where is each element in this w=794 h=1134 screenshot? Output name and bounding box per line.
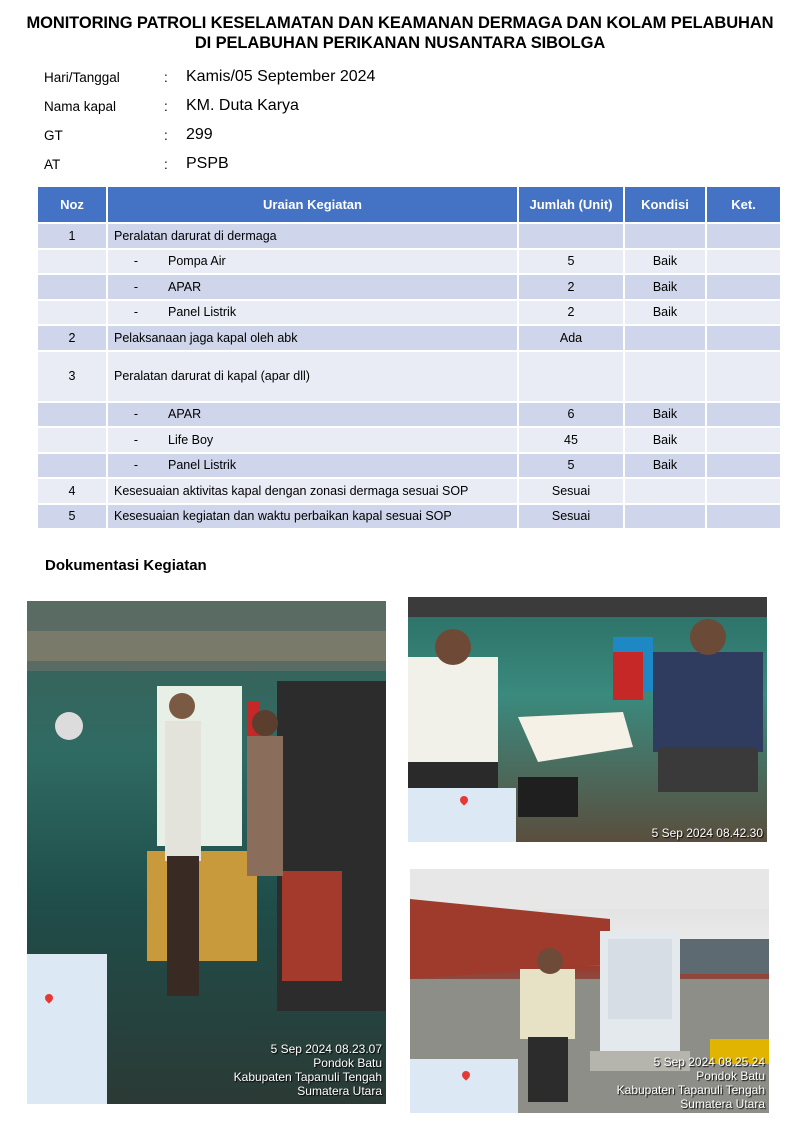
header-condition: Kondisi	[624, 186, 706, 223]
cell-notes	[706, 478, 781, 504]
info-value: PSPB	[186, 155, 229, 172]
info-row-ship-name	[44, 95, 544, 124]
sub-item-label: Life Boy	[168, 432, 214, 447]
title-line-1: MONITORING PATROLI KESELAMATAN DAN KEAMANAN DERMAGA DAN KOLAM PELABUHAN	[26, 14, 774, 32]
cell-notes	[706, 453, 781, 479]
cell-description	[107, 249, 518, 275]
cell-description: Pelaksanaan jaga kapal oleh abk	[107, 325, 518, 351]
cell-notes	[706, 249, 781, 275]
cell-condition: Baik	[624, 300, 706, 326]
photo-stamp	[652, 826, 763, 840]
info-colon: :	[164, 70, 168, 85]
cell-notes	[706, 504, 781, 530]
stamp-line: Kabupaten Tapanuli Tengah	[233, 1070, 382, 1084]
cell-quantity: 2	[518, 300, 624, 326]
cell-no: 2	[37, 325, 107, 351]
cell-quantity: Sesuai	[518, 478, 624, 504]
cell-no	[37, 300, 107, 326]
cell-condition	[624, 223, 706, 249]
cell-description: Peralatan darurat di kapal (apar dll)	[107, 351, 518, 402]
map-thumbnail	[408, 788, 516, 842]
sub-item-label: APAR	[168, 407, 202, 422]
patrol-table	[36, 185, 782, 530]
info-label: Nama kapal	[44, 99, 117, 114]
cell-description	[107, 427, 518, 453]
info-colon: :	[164, 157, 168, 172]
cell-no	[37, 402, 107, 428]
photo-stamp	[617, 1055, 765, 1111]
table-row	[37, 453, 781, 479]
cell-quantity: 6	[518, 402, 624, 428]
cell-notes	[706, 300, 781, 326]
sub-item-label: Pompa Air	[168, 254, 226, 269]
cell-condition	[624, 504, 706, 530]
cell-quantity	[518, 351, 624, 402]
photo-engine-room	[27, 601, 386, 1104]
cell-condition: Baik	[624, 249, 706, 275]
cell-notes	[706, 325, 781, 351]
table-row	[37, 504, 781, 530]
stamp-line: 5 Sep 2024 08.23.07	[270, 1042, 382, 1056]
cell-no: 3	[37, 351, 107, 402]
bullet-dash: -	[133, 432, 139, 447]
stamp-line: Pondok Batu	[313, 1056, 382, 1070]
title-line-2: DI PELABUHAN PERIKANAN NUSANTARA SIBOLGA	[194, 34, 606, 52]
cell-quantity	[518, 223, 624, 249]
cell-condition: Baik	[624, 274, 706, 300]
info-colon: :	[164, 99, 168, 114]
header-no: Noz	[37, 186, 107, 223]
header-description: Uraian Kegiatan	[107, 186, 518, 223]
table-row	[37, 427, 781, 453]
bullet-dash: -	[133, 254, 139, 269]
bullet-dash: -	[133, 305, 139, 320]
info-label: GT	[44, 128, 63, 143]
photo-stamp	[234, 1042, 382, 1098]
cell-condition: Baik	[624, 453, 706, 479]
stamp-line: 5 Sep 2024 08.42.30	[651, 826, 763, 840]
table-row	[37, 402, 781, 428]
cell-notes	[706, 427, 781, 453]
documentation-heading: Dokumentasi Kegiatan	[45, 557, 207, 574]
info-row-at	[44, 153, 544, 182]
map-thumbnail	[27, 954, 107, 1104]
cell-description	[107, 402, 518, 428]
stamp-line: Sumatera Utara	[680, 1097, 765, 1111]
map-thumbnail	[410, 1059, 518, 1113]
cell-quantity: 5	[518, 249, 624, 275]
info-row-gt	[44, 124, 544, 153]
document-title	[20, 13, 780, 53]
info-value: 299	[186, 126, 213, 143]
map-pin-icon	[43, 992, 54, 1003]
info-colon: :	[164, 128, 168, 143]
stamp-line: Sumatera Utara	[297, 1084, 382, 1098]
sub-item-label: Panel Listrik	[168, 305, 237, 320]
cell-notes	[706, 351, 781, 402]
stamp-line: Kabupaten Tapanuli Tengah	[616, 1083, 765, 1097]
sub-item-label: Panel Listrik	[168, 458, 237, 473]
table-row	[37, 300, 781, 326]
cell-notes	[706, 223, 781, 249]
cell-condition	[624, 325, 706, 351]
table-row	[37, 478, 781, 504]
cell-description: Kesesuaian aktivitas kapal dengan zonasi dermaga sesuai SOP	[107, 478, 518, 504]
cell-quantity: 5	[518, 453, 624, 479]
cell-condition: Baik	[624, 427, 706, 453]
info-label: Hari/Tanggal	[44, 70, 120, 85]
cell-no	[37, 249, 107, 275]
cell-notes	[706, 274, 781, 300]
cell-no	[37, 274, 107, 300]
info-value: Kamis/05 September 2024	[186, 68, 376, 85]
cell-condition	[624, 478, 706, 504]
header-quantity: Jumlah (Unit)	[518, 186, 624, 223]
table-row	[37, 325, 781, 351]
cell-condition	[624, 351, 706, 402]
map-pin-icon	[460, 1069, 471, 1080]
table-header-row	[37, 186, 781, 223]
bullet-dash: -	[133, 407, 139, 422]
cell-condition: Baik	[624, 402, 706, 428]
table-row	[37, 223, 781, 249]
photo-dock-panel	[410, 869, 769, 1113]
cell-description: Peralatan darurat di dermaga	[107, 223, 518, 249]
info-value: KM. Duta Karya	[186, 97, 299, 114]
map-pin-icon	[458, 794, 469, 805]
cell-quantity: Ada	[518, 325, 624, 351]
cell-notes	[706, 402, 781, 428]
photo-document-check	[408, 597, 767, 842]
stamp-line: Pondok Batu	[696, 1069, 765, 1083]
table-row	[37, 274, 781, 300]
cell-description: Kesesuaian kegiatan dan waktu perbaikan kapal sesuai SOP	[107, 504, 518, 530]
cell-description	[107, 453, 518, 479]
cell-no: 1	[37, 223, 107, 249]
cell-quantity: 2	[518, 274, 624, 300]
stamp-line: 5 Sep 2024 08.25.24	[653, 1055, 765, 1069]
cell-description	[107, 274, 518, 300]
table-row	[37, 249, 781, 275]
cell-quantity: 45	[518, 427, 624, 453]
header-notes: Ket.	[706, 186, 781, 223]
info-label: AT	[44, 157, 61, 172]
cell-no	[37, 453, 107, 479]
info-row-date	[44, 66, 544, 95]
vessel-info	[44, 66, 544, 182]
cell-no: 4	[37, 478, 107, 504]
sub-item-label: APAR	[168, 279, 202, 294]
cell-description	[107, 300, 518, 326]
cell-quantity: Sesuai	[518, 504, 624, 530]
cell-no	[37, 427, 107, 453]
bullet-dash: -	[133, 458, 139, 473]
bullet-dash: -	[133, 279, 139, 294]
table-row	[37, 351, 781, 402]
cell-no: 5	[37, 504, 107, 530]
